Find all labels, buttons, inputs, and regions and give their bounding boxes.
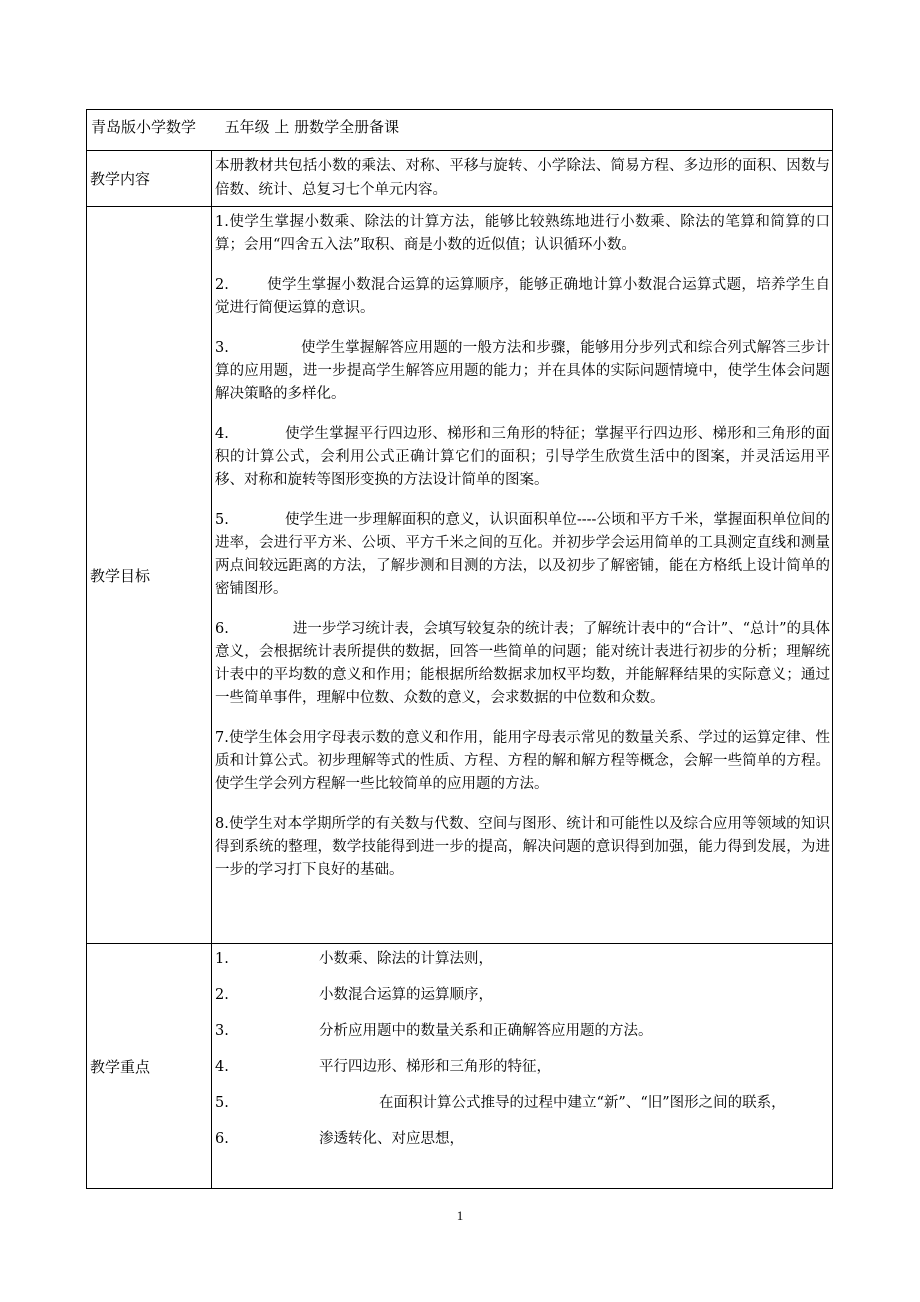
goal-item	[215, 618, 830, 710]
page-number: 1	[456, 1208, 464, 1223]
teaching-keypoints-list	[212, 944, 833, 1189]
keypoint-number: 5.	[215, 1095, 229, 1111]
teaching-goals-label: 教学目标	[87, 207, 212, 944]
goal-text: 进一步学习统计表，会填写较复杂的统计表；了解统计表中的“合计”、“总计”的具体意义，会根据统计表所提供的数据，回答一些简单的问题；能对统计表进行初步的分析；理解统计表中的平均数的意义和作用；能根据所给数据求加权平均数，并能解释结果的实际意义；通过一些简单事件，理解中位数、众数的意义，会求数据的中位数和众数。	[215, 621, 830, 706]
teaching-keypoints-row	[87, 944, 833, 1189]
teaching-keypoints-label: 教学重点	[87, 944, 212, 1189]
keypoint-number: 6.	[215, 1131, 229, 1147]
keypoint-text: 小数乘、除法的计算法则，	[319, 951, 493, 967]
keypoint-text: 分析应用题中的数量关系和正确解答应用题的方法。	[319, 1023, 653, 1039]
keypoint-item	[215, 984, 830, 1007]
goal-item	[215, 813, 830, 882]
goal-number: 4.	[215, 426, 229, 442]
goal-item	[215, 211, 830, 257]
teaching-goals-list	[212, 207, 833, 944]
keypoint-number: 2.	[215, 987, 229, 1003]
document-title: 青岛版小学数学 五年级 上 册数学全册备课	[87, 110, 833, 151]
keypoint-number: 1.	[215, 951, 229, 967]
goal-item	[215, 337, 830, 406]
goal-number: 2.	[215, 277, 229, 293]
keypoint-item	[215, 1020, 830, 1043]
goal-text: 使学生体会用字母表示数的意义和作用，能用字母表示常见的数量关系、学过的运算定律、性质和计算公式。初步理解等式的性质、方程、方程的解和解方程等概念，会解一些简单的方程。使学生学会列方程解一些比较简单的应用题的方法。	[215, 730, 830, 792]
keypoint-item	[215, 1092, 830, 1115]
goal-text: 使学生进一步理解面积的意义，认识面积单位----公顷和平方千米，掌握面积单位间的进率，会进行平方米、公顷、平方千米之间的互化。并初步学会运用简单的工具测定直线和测量两点间较远距离的方法，了解步测和目测的方法，以及初步了解密铺，能在方格纸上设计简单的密铺图形。	[215, 512, 830, 597]
keypoint-text: 平行四边形、梯形和三角形的特征，	[319, 1059, 551, 1075]
goal-item	[215, 274, 830, 320]
keypoint-number: 3.	[215, 1023, 229, 1039]
teaching-content-label: 教学内容	[87, 151, 212, 207]
goal-text: 使学生掌握解答应用题的一般方法和步骤，能够用分步列式和综合列式解答三步计算的应用题，进一步提高学生解答应用题的能力；并在具体的实际问题情境中，使学生体会问题解决策略的多样化。	[215, 340, 830, 402]
keypoint-text: 小数混合运算的运算顺序，	[319, 987, 493, 1003]
goal-number: 7.	[215, 730, 229, 746]
keypoint-item	[215, 1128, 830, 1151]
goal-text: 使学生掌握平行四边形、梯形和三角形的特征；掌握平行四边形、梯形和三角形的面积的计算公式，会利用公式正确计算它们的面积；引导学生欣赏生活中的图案，并灵活运用平移、对称和旋转等图形变换的方法设计简单的图案。	[215, 426, 830, 488]
keypoint-number: 4.	[215, 1059, 229, 1075]
goal-text: 使学生掌握小数混合运算的运算顺序，能够正确地计算小数混合运算式题，培养学生自觉进行简便运算的意识。	[215, 277, 830, 316]
goal-number: 8.	[215, 816, 229, 832]
keypoint-text: 在面积计算公式推导的过程中建立“新”、“旧”图形之间的联系，	[379, 1095, 786, 1111]
teaching-content-text: 本册教材共包括小数的乘法、对称、平移与旋转、小学除法、简易方程、多边形的面积、因数与倍数、统计、总复习七个单元内容。	[212, 151, 833, 207]
title-row	[87, 110, 833, 151]
teaching-content-row	[87, 151, 833, 207]
goal-number: 3.	[215, 340, 229, 356]
goal-number: 1.	[215, 214, 229, 230]
teaching-goals-row	[87, 207, 833, 944]
goal-item	[215, 727, 830, 796]
keypoint-item	[215, 948, 830, 971]
goal-item	[215, 423, 830, 492]
keypoint-item	[215, 1056, 830, 1079]
goal-text: 使学生掌握小数乘、除法的计算方法，能够比较熟练地进行小数乘、除法的笔算和简算的口算；会用“四舍五入法”取积、商是小数的近似值；认识循环小数。	[215, 214, 830, 253]
goal-item	[215, 509, 830, 601]
keypoint-text: 渗透转化、对应思想，	[319, 1131, 464, 1147]
goal-text: 使学生对本学期所学的有关数与代数、空间与图形、统计和可能性以及综合应用等领域的知识得到系统的整理，数学技能得到进一步的提高，解决问题的意识得到加强，能力得到发展，为进一步的学习打下良好的基础。	[215, 816, 830, 878]
goal-number: 6.	[215, 621, 229, 637]
lesson-plan-table	[86, 109, 833, 1189]
goal-number: 5.	[215, 512, 229, 528]
